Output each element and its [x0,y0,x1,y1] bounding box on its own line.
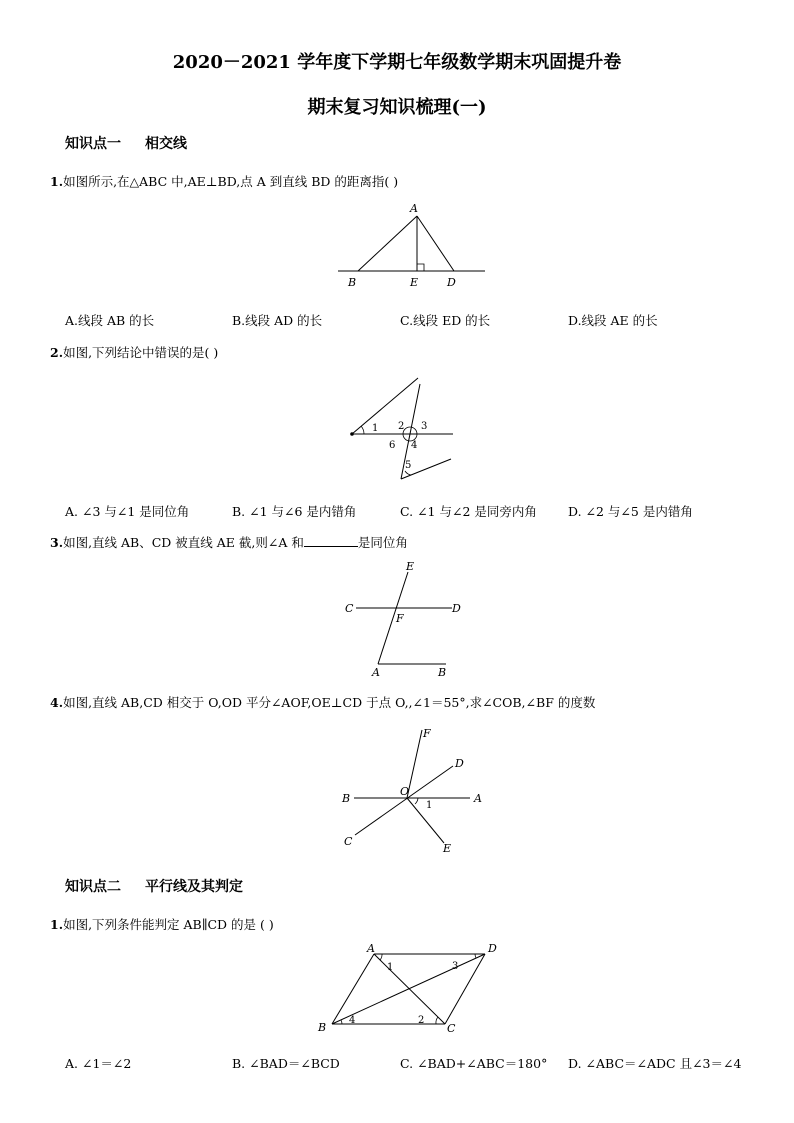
question-1-4 [50,693,595,711]
angle-1-label: 1 [387,962,394,973]
section-label: 知识点一 [65,136,121,152]
question-text: 如图所示,在△ABC 中,AE⊥BD,点 A 到直线 BD 的距离指( ) [63,174,399,189]
question-text: 如图,下列条件能判定 AB∥CD 的是 ( ) [63,917,274,932]
label-D: D [447,276,456,289]
option-b[interactable]: B. ∠BAD＝∠BCD [232,1056,340,1071]
angle-3-label: 3 [452,961,459,972]
label-B: B [318,1021,327,1034]
figure-angles-1-6 [345,372,460,487]
angle-1-label: 1 [372,423,379,434]
label-D: D [455,757,464,770]
option-c[interactable]: C. ∠1 与∠2 是同旁内角 [400,504,537,519]
option-a[interactable]: A. ∠3 与∠1 是同位角 [65,504,190,519]
label-A: A [372,666,380,679]
question-number: 4. [50,695,64,710]
angle-4-label: 4 [411,440,418,451]
section-label: 知识点二 [65,879,121,895]
option-d[interactable]: D.线段 AE 的长 [568,313,658,328]
option-b[interactable]: B.线段 AD 的长 [232,313,323,328]
option-a[interactable]: A.线段 AB 的长 [65,313,155,328]
label-A: A [410,202,418,215]
option-c[interactable]: C.线段 ED 的长 [400,313,491,328]
label-C: C [345,602,354,615]
option-b[interactable]: B. ∠1 与∠6 是内错角 [232,504,357,519]
label-B: B [438,666,447,679]
section-name: 相交线 [145,136,187,152]
option-c[interactable]: C. ∠BAD+∠ABC＝180° [400,1056,548,1071]
angle-2-label: 2 [398,421,405,432]
question-text: 如图,直线 AB,CD 相交于 O,OD 平分∠AOF,OE⊥CD 于点 O,,∠1＝55°,求∠COB,∠BF 的度数 [63,695,596,710]
figure-triangle-abd [330,200,490,295]
question-1-2 [50,343,218,361]
angle-3-label: 3 [421,421,428,432]
label-F: F [423,727,431,740]
angle-5-label: 5 [405,460,412,471]
section-heading-2 [65,876,243,896]
label-C: C [344,835,353,848]
figure-quadrilateral-abcd [312,942,502,1037]
label-E: E [410,276,419,289]
angle-4-label: 4 [349,1015,356,1026]
label-A: A [474,792,482,805]
label-D: D [452,602,461,615]
question-number: 1. [50,917,64,932]
question-1-1 [50,172,398,190]
question-text-before: 如图,直线 AB、CD 被直线 AE 截,则∠A 和 [63,535,304,550]
section-heading-1 [65,133,187,153]
question-text-after: 是同位角 [357,535,408,550]
section-name: 平行线及其判定 [145,879,243,895]
answer-blank[interactable] [304,534,358,547]
label-O: O [400,785,410,798]
question-number: 2. [50,345,64,360]
angle-2-label: 2 [418,1015,425,1026]
label-E: E [406,560,415,573]
label-E: E [443,842,452,855]
option-d[interactable]: D. ∠ABC＝∠ADC 且∠3＝∠4 [568,1056,742,1071]
question-number: 1. [50,174,64,189]
label-F: F [396,612,404,625]
angle-6-label: 6 [389,440,396,451]
exam-subtitle: 期末复习知识梳理(一) [307,97,487,118]
question-number: 3. [50,535,64,550]
exam-title: 2020－2021 学年度下学期七年级数学期末巩固提升卷 [172,52,622,73]
question-text: 如图,下列结论中错误的是( ) [63,345,219,360]
figure-transversal [340,560,470,680]
label-D: D [488,942,497,955]
label-B: B [342,792,351,805]
label-B: B [348,276,357,289]
question-1-3 [50,533,408,551]
option-d[interactable]: D. ∠2 与∠5 是内错角 [568,504,693,519]
question-2-1 [50,915,274,933]
option-a[interactable]: A. ∠1＝∠2 [65,1056,132,1071]
figure-intersecting-lines [335,725,485,860]
label-C: C [447,1022,456,1035]
label-A: A [367,942,375,955]
angle-1-label: 1 [426,800,433,811]
